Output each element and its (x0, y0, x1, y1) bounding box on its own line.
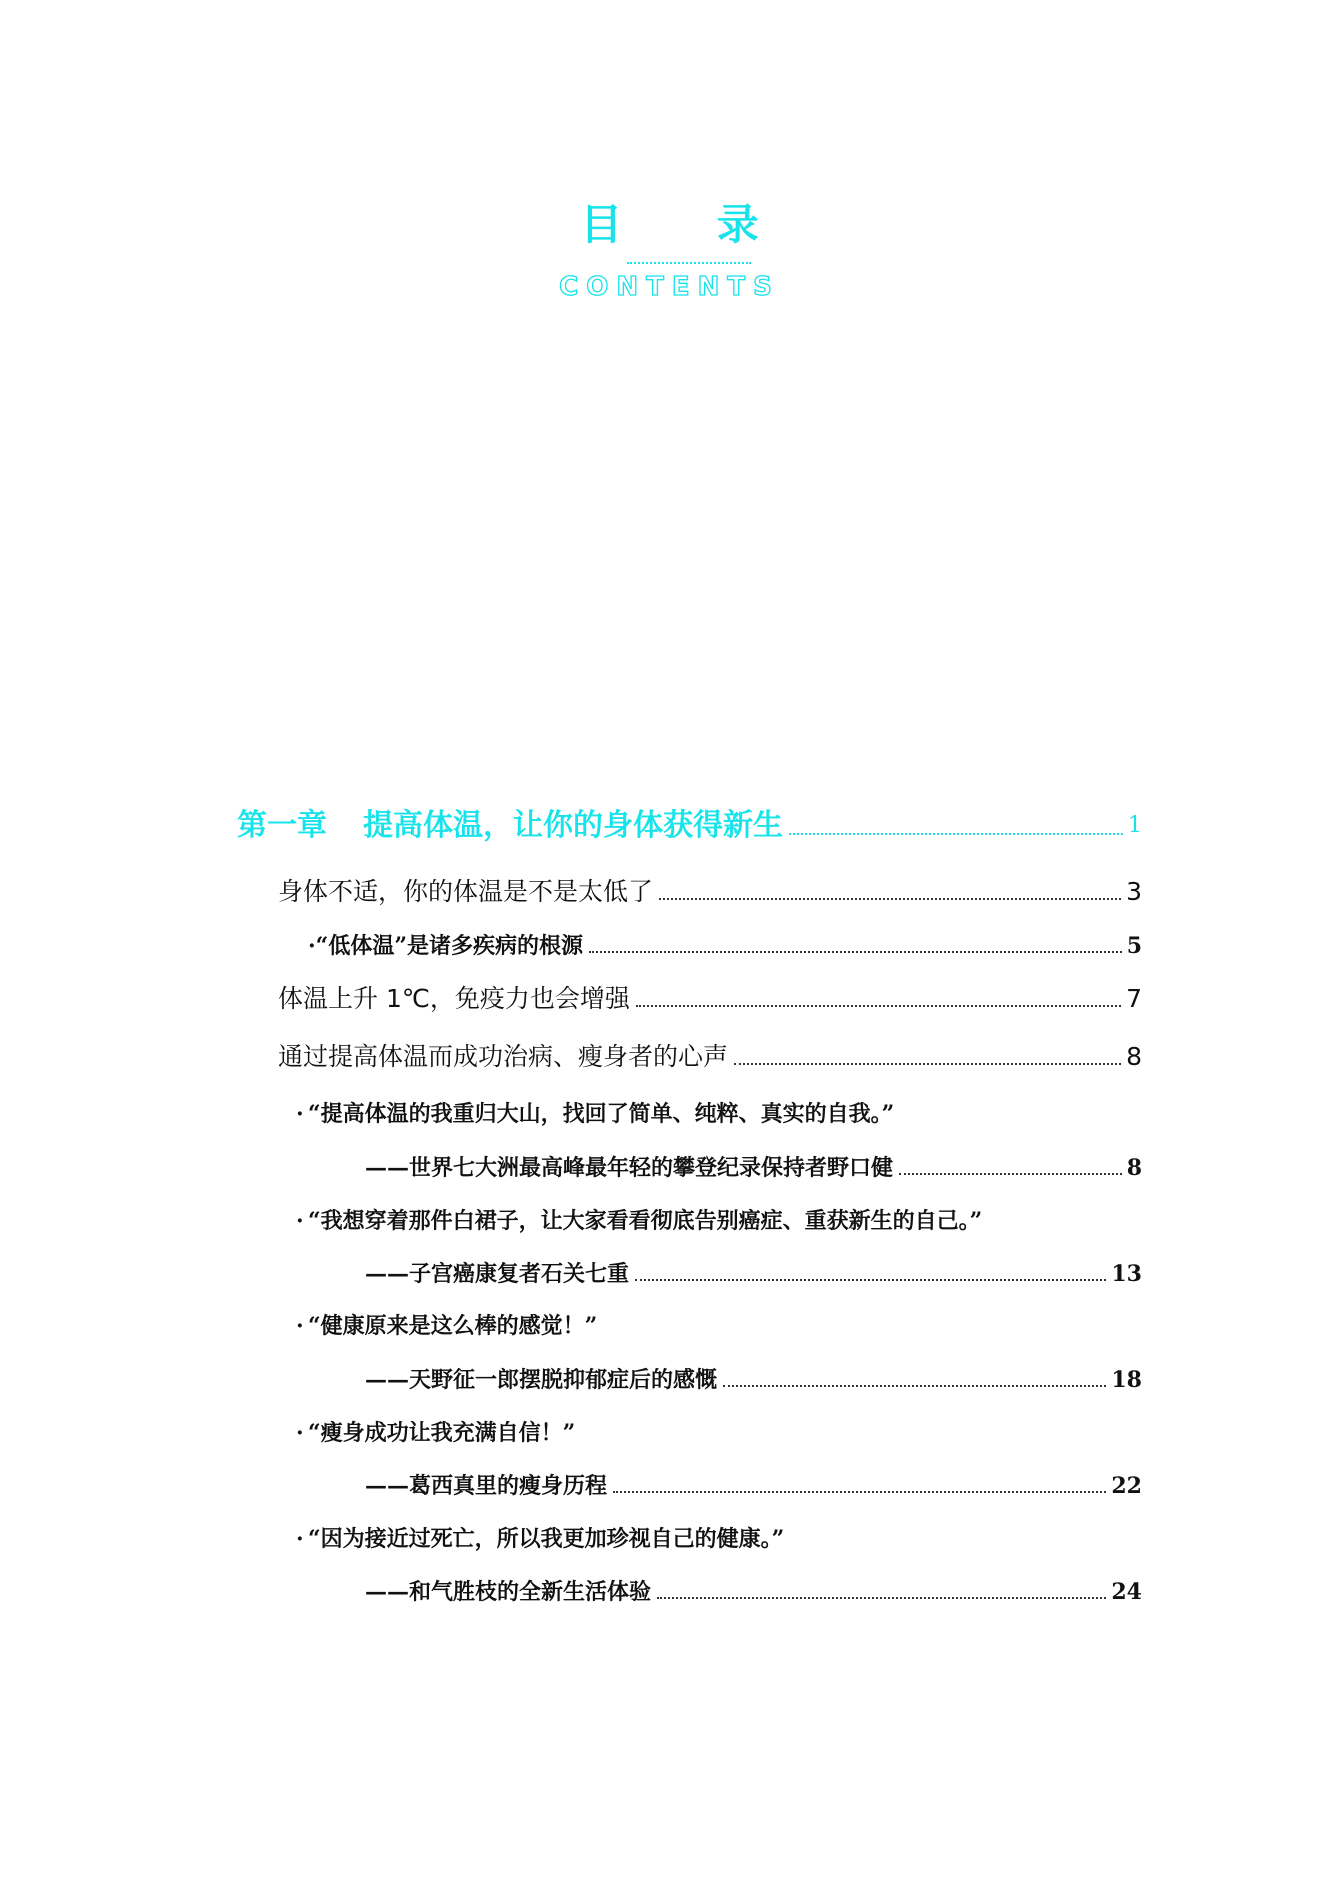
title-divider (627, 262, 751, 264)
dot-leader (657, 1597, 1106, 1599)
page-number: 8 (1126, 1042, 1142, 1071)
chapter-title: 提高体温，让你的身体获得新生 (363, 808, 783, 843)
page-number: 1 (1128, 813, 1142, 838)
toc-entry[interactable] (365, 1258, 1142, 1290)
dot-leader (734, 1063, 1121, 1065)
entry-title: ——葛西真里的瘦身历程 (365, 1473, 608, 1499)
toc-chapter-1[interactable] (237, 798, 1142, 846)
entry-title: ·“低体温”是诸多疾病的根源 (308, 933, 583, 959)
page-number: 7 (1126, 984, 1142, 1013)
toc-entry[interactable] (308, 930, 1142, 962)
dot-leader (635, 1279, 1106, 1281)
entry-title: ——世界七大洲最高峰最年轻的攀登纪录保持者野口健 (365, 1155, 894, 1181)
toc-entry[interactable] (365, 1364, 1142, 1396)
page-number: 18 (1111, 1367, 1142, 1393)
toc-entry[interactable] (365, 1470, 1142, 1502)
dot-leader (659, 898, 1121, 900)
chapter-label: 第一章 (237, 808, 327, 843)
entry-title: ——子宫癌康复者石关七重 (365, 1261, 630, 1287)
chapter-heading (237, 806, 783, 846)
dot-leader (789, 833, 1123, 835)
page-number: 3 (1126, 877, 1142, 906)
entry-title: 通过提高体温而成功治病、瘦身者的心声 (278, 1042, 729, 1071)
toc-entry[interactable] (278, 982, 1142, 1016)
toc-entry[interactable] (365, 1576, 1142, 1608)
toc-subtitle: CONTENTS (559, 272, 780, 302)
entry-title: 身体不适，你的体温是不是太低了 (278, 877, 654, 906)
entry-title: 体温上升 1℃，免疫力也会增强 (278, 984, 630, 1013)
entry-title: ——和气胜枝的全新生活体验 (365, 1579, 652, 1605)
toc-entry[interactable] (365, 1152, 1142, 1184)
testimonial-quote: · “健康原来是这么棒的感觉！” (308, 1310, 597, 1342)
page-number: 13 (1111, 1261, 1142, 1287)
dot-leader (589, 951, 1122, 953)
dot-leader (636, 1005, 1121, 1007)
toc-entry[interactable] (278, 1040, 1142, 1074)
dot-leader (723, 1385, 1106, 1387)
testimonial-quote: · “因为接近过死亡，所以我更加珍视自己的健康。” (308, 1523, 784, 1555)
dot-leader (613, 1491, 1106, 1493)
testimonial-quote: · “瘦身成功让我充满自信！” (308, 1417, 575, 1449)
page-number: 5 (1126, 933, 1142, 959)
toc-title: 目 录 (580, 200, 799, 249)
entry-title: ——天野征一郎摆脱抑郁症后的感慨 (365, 1367, 718, 1393)
toc-entry[interactable] (278, 875, 1142, 909)
testimonial-quote: · “提高体温的我重归大山，找回了简单、纯粹、真实的自我。” (308, 1098, 894, 1130)
testimonial-quote: · “我想穿着那件白裙子，让大家看看彻底告别癌症、重获新生的自己。” (308, 1205, 982, 1237)
page-number: 8 (1126, 1155, 1142, 1181)
page-number: 24 (1111, 1579, 1142, 1605)
dot-leader (899, 1173, 1122, 1175)
page-number: 22 (1111, 1473, 1142, 1499)
